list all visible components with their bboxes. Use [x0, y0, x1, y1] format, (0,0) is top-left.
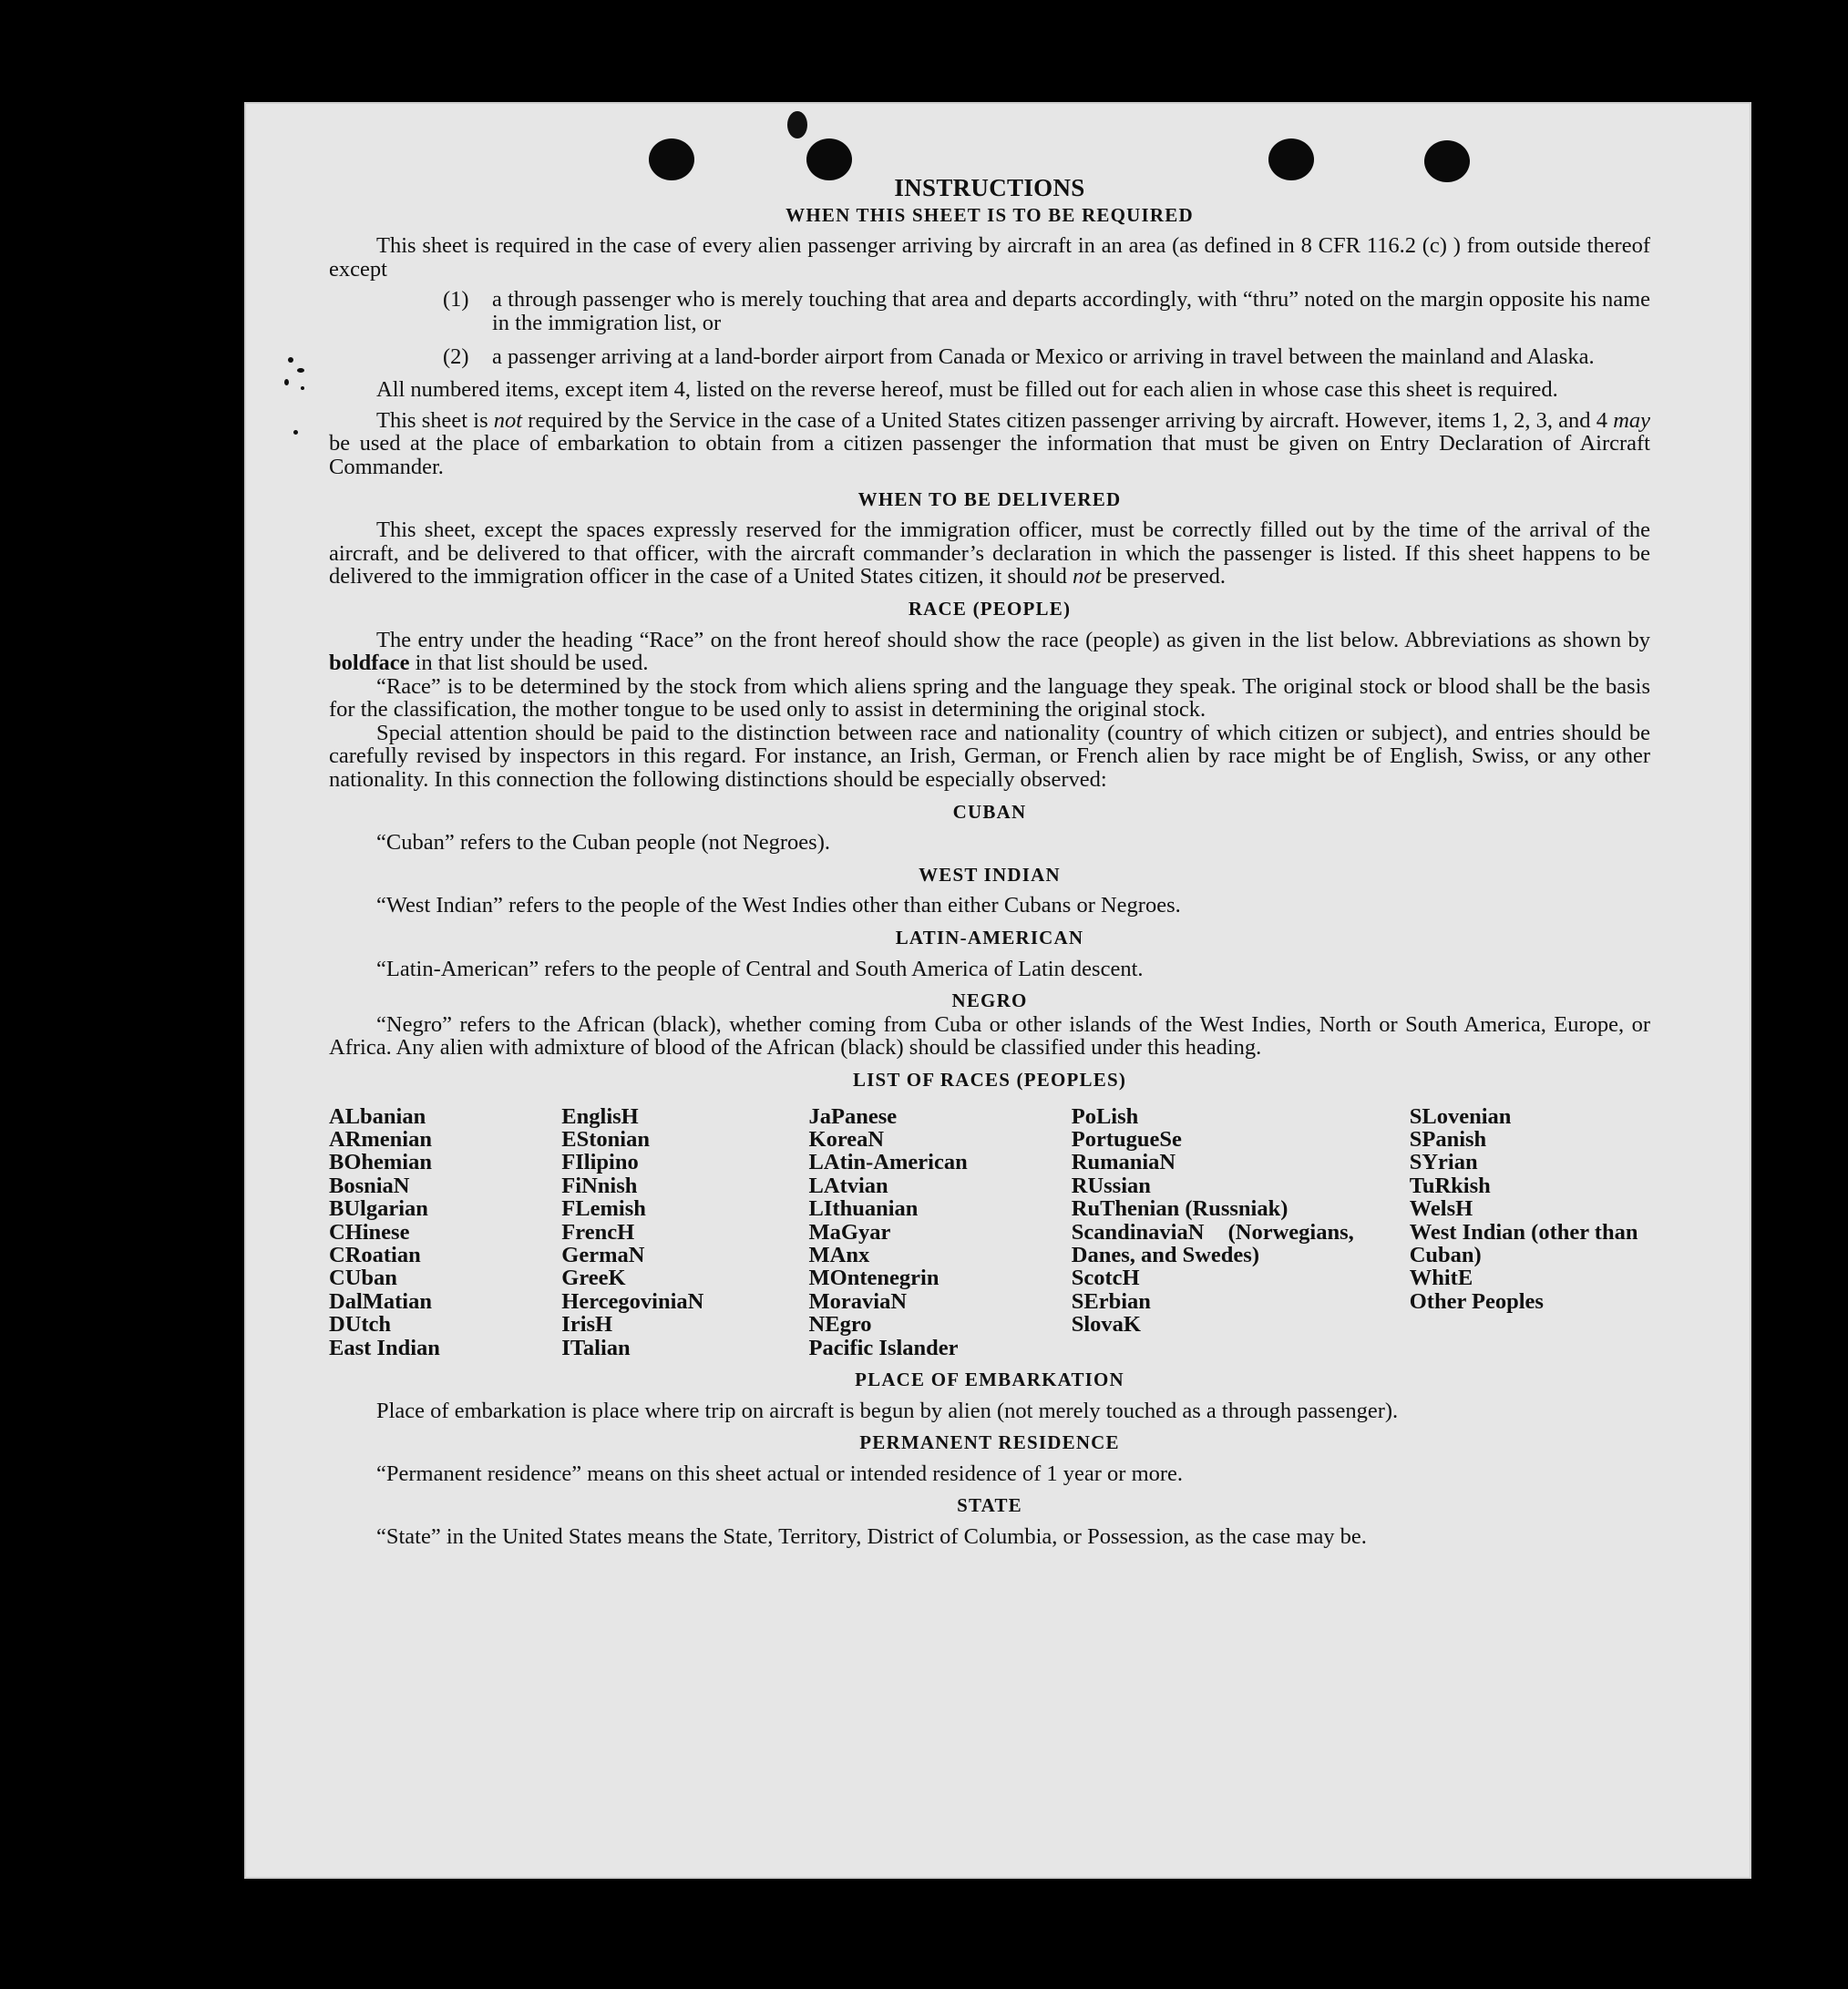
- race-entry: EnglisH: [561, 1103, 639, 1129]
- section-heading-west-indian: WEST INDIAN: [919, 863, 1061, 886]
- ink-speck: [297, 368, 304, 373]
- exception-text: a passenger arriving at a land-border airport from Canada or Mexico or arriving in travel between the mainland and Alaska.: [492, 343, 1595, 369]
- section-heading-required: WHEN THIS SHEET IS TO BE REQUIRED: [785, 203, 1194, 226]
- race-entry: EStonian: [561, 1127, 650, 1152]
- race-entry: RumaniaN: [1071, 1150, 1176, 1175]
- page-title: INSTRUCTIONS: [894, 174, 1085, 201]
- race-entry: Other Peoples: [1409, 1288, 1544, 1314]
- race-entry: CUban: [329, 1266, 397, 1291]
- race-entry: SYrian: [1409, 1150, 1478, 1175]
- race-list: [329, 1105, 1650, 1359]
- text-run: This sheet is: [376, 407, 494, 433]
- race-entry: SLovenian: [1409, 1103, 1512, 1129]
- race-entry: IrisH: [561, 1312, 613, 1338]
- text-run: required by the Service in the case of a United States citizen passenger arriving by aircraft. However, items 1, 2, 3, and 4: [522, 407, 1614, 433]
- section-heading-race-list: LIST OF RACES (PEOPLES): [852, 1069, 1127, 1091]
- race-entry: MaGyar: [808, 1219, 891, 1245]
- ink-speck: [284, 379, 289, 385]
- race-entry: RUssian: [1071, 1173, 1151, 1198]
- paragraph-race-entry: [329, 629, 1650, 675]
- race-entry: MAnx: [808, 1243, 870, 1268]
- emphasis-may: may: [1613, 407, 1651, 433]
- race-entry: HercegoviniaN: [561, 1288, 704, 1314]
- race-entry: BosniaN: [329, 1173, 410, 1198]
- section-heading-embarkation: PLACE OF EMBARKATION: [855, 1369, 1124, 1391]
- paragraph-west-indian: “West Indian” refers to the people of the West Indies other than either Cubans or Negroes.: [376, 893, 1181, 918]
- race-entry: SErbian: [1071, 1288, 1151, 1314]
- exception-text: a through passenger who is merely touching that area and departs accordingly, with “thru” noted on the margin opposite his name in the immigration list, or: [492, 287, 1650, 335]
- emphasis-not: not: [1072, 564, 1102, 590]
- exception-list: [329, 288, 1650, 368]
- race-entry: PoLish: [1071, 1103, 1139, 1129]
- section-heading-cuban: CUBAN: [952, 800, 1027, 823]
- paragraph-race-nationality: Special attention should be paid to the distinction between race and nationality (country of which citizen or subject), and entries should be carefully revised by inspectors in this regard. For instance, an Irish, German, or French alien by race might be of English, Swiss, or any other nationality. In this connection the following distinctions should be especially observed:: [329, 720, 1650, 793]
- section-heading-latin-american: LATIN-AMERICAN: [895, 927, 1084, 949]
- race-entry: KoreaN: [808, 1127, 885, 1152]
- text-run: be used at the place of embarkation to obtain from a citizen passenger the information that must be given on Entry Declaration of Aircraft Commander.: [329, 431, 1650, 479]
- paragraph-numbered-items: All numbered items, except item 4, listed on the reverse hereof, must be filled out for each alien in whose case this sheet is required.: [376, 377, 1558, 403]
- race-entry: FLemish: [561, 1196, 646, 1222]
- race-entry: ALbanian: [329, 1103, 426, 1129]
- race-entry: RuThenian (Russniak): [1071, 1196, 1288, 1222]
- punch-hole: [806, 138, 852, 180]
- punch-hole: [649, 138, 694, 180]
- paragraph-citizen: [329, 409, 1650, 479]
- race-entry: FIlipino: [561, 1150, 639, 1175]
- emphasis-not: not: [493, 407, 523, 433]
- race-column: [329, 1105, 561, 1359]
- race-entry: WelsH: [1409, 1196, 1473, 1222]
- race-entry: JaPanese: [808, 1103, 898, 1129]
- race-entry: West Indian (other than Cuban): [1409, 1219, 1644, 1268]
- race-entry: East Indian: [329, 1335, 440, 1360]
- text-run: be preserved.: [1101, 564, 1227, 590]
- text-run: This sheet, except the spaces expressly reserved for the immigration officer, must be correctly filled out by the time of the arrival of the aircraft, and be delivered to that officer, with the aircraft commander’s declaration in which the passenger is listed. If this sheet happens to be delivered to the immigration officer in the case of a United States citizen, it should: [329, 518, 1650, 590]
- ink-speck: [301, 386, 304, 390]
- race-entry: SlovaK: [1071, 1312, 1141, 1338]
- race-column: [1410, 1105, 1650, 1359]
- race-entry: SPanish: [1409, 1127, 1487, 1152]
- exception-item: [329, 345, 1650, 369]
- race-entry: DalMatian: [329, 1288, 432, 1314]
- race-entry: LAtvian: [808, 1173, 888, 1198]
- paragraph-required-intro: This sheet is required in the case of every alien passenger arriving by aircraft in an area (as defined in 8 CFR 116.2 (c) ) from outside thereof except: [329, 233, 1650, 282]
- section-heading-negro: NEGRO: [951, 989, 1028, 1012]
- paragraph-state: “State” in the United States means the State, Territory, District of Columbia, or Possession, as the case may be.: [376, 1524, 1367, 1550]
- ink-speck: [293, 430, 298, 435]
- race-entry: NEgro: [808, 1312, 872, 1338]
- race-entry: GermaN: [561, 1243, 645, 1268]
- race-entry: BUlgarian: [329, 1196, 428, 1222]
- race-entry: LAtin-American: [808, 1150, 968, 1175]
- race-entry: TuRkish: [1409, 1173, 1491, 1198]
- race-column: [1072, 1105, 1410, 1359]
- document-body: [329, 174, 1651, 1556]
- exception-number: (1): [443, 287, 469, 313]
- text-run: The entry under the heading “Race” on the front hereof should show the race (people) as given in the list below. Abbreviations as shown by: [376, 627, 1650, 652]
- race-entry: Pacific Islander: [808, 1335, 959, 1360]
- paragraph-negro: “Negro” refers to the African (black), whether coming from Cuba or other islands of the West Indies, North or South America, Europe, or Africa. Any alien with admixture of blood of the African (black) should be classified under this heading.: [329, 1011, 1650, 1061]
- paragraph-embarkation: Place of embarkation is place where trip on aircraft is begun by alien (not merely touched as a through passenger).: [376, 1398, 1399, 1423]
- race-entry: PortugueSe: [1071, 1127, 1182, 1152]
- race-entry: ARmenian: [329, 1127, 432, 1152]
- race-entry: ITalian: [561, 1335, 631, 1360]
- race-entry: MoraviaN: [808, 1288, 908, 1314]
- ink-speck: [288, 357, 293, 363]
- section-heading-residence: PERMANENT RESIDENCE: [859, 1431, 1120, 1454]
- exception-item: [329, 288, 1650, 334]
- race-entry: ScandinaviaN (Norwegians, Danes, and Swedes): [1071, 1219, 1360, 1268]
- paragraph-race-stock: “Race” is to be determined by the stock from which aliens spring and the language they speak. The original stock or blood shall be the basis for the classification, the mother tongue to be used only to assist in determining the original stock.: [329, 673, 1650, 723]
- race-entry: FrencH: [561, 1219, 635, 1245]
- ink-speck: [787, 111, 807, 138]
- race-entry: CRoatian: [329, 1243, 421, 1268]
- race-entry: LIthuanian: [808, 1196, 919, 1222]
- race-entry: ScotcH: [1071, 1266, 1140, 1291]
- text-run: in that list should be used.: [409, 651, 649, 676]
- race-entry: CHinese: [329, 1219, 410, 1245]
- paragraph-residence: “Permanent residence” means on this sheet actual or intended residence of 1 year or more.: [376, 1461, 1184, 1486]
- race-entry: MOntenegrin: [808, 1266, 939, 1291]
- paragraph-cuban: “Cuban” refers to the Cuban people (not Negroes).: [376, 830, 830, 856]
- paragraph-latin-american: “Latin-American” refers to the people of Central and South America of Latin descent.: [376, 956, 1144, 981]
- section-heading-delivered: WHEN TO BE DELIVERED: [857, 487, 1122, 510]
- race-entry: BOhemian: [329, 1150, 432, 1175]
- race-column: [809, 1105, 1072, 1359]
- race-entry: DUtch: [329, 1312, 392, 1338]
- race-column: [561, 1105, 808, 1359]
- race-entry: GreeK: [561, 1266, 626, 1291]
- race-entry: FiNnish: [561, 1173, 638, 1198]
- bold-word: boldface: [329, 651, 410, 676]
- race-entry: WhitE: [1409, 1266, 1473, 1291]
- document-sheet: [244, 102, 1751, 1879]
- punch-hole: [1268, 138, 1314, 180]
- section-heading-race: RACE (PEOPLE): [908, 597, 1072, 620]
- exception-number: (2): [443, 343, 469, 369]
- section-heading-state: STATE: [957, 1494, 1022, 1517]
- paragraph-delivered: [329, 518, 1650, 589]
